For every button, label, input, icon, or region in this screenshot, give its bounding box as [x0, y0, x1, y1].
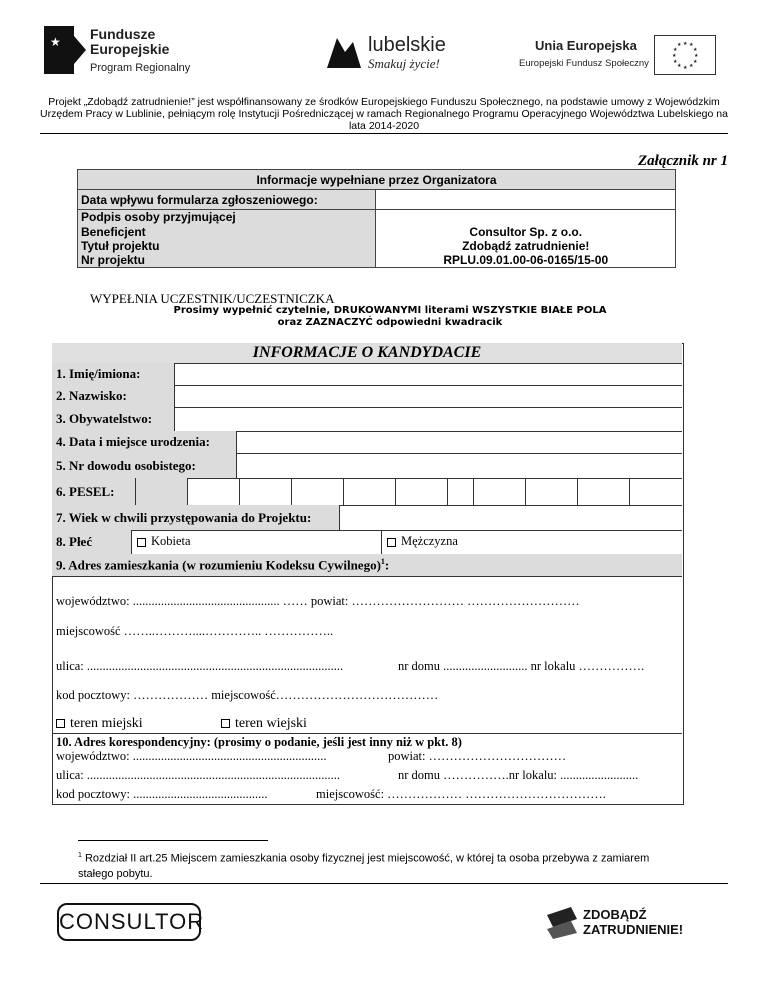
svg-text:★: ★ — [673, 59, 678, 65]
corr-county-line[interactable]: powiat: …………………………… — [388, 749, 567, 763]
eu-flag-icon — [654, 35, 716, 75]
footnote-separator — [78, 840, 268, 841]
urban-label: teren miejski — [70, 716, 143, 731]
male-label: Mężczyzna — [401, 534, 458, 548]
organizer-value-date[interactable] — [376, 190, 676, 210]
corr-locality-line[interactable]: miejscowość: ……………… ……………………………. — [316, 787, 606, 801]
fe-logo-title: Fundusze Europejskie — [90, 26, 170, 57]
label-gender: 8. Płeć — [52, 530, 132, 554]
residence-house-line[interactable]: nr domu ........................... nr lokalu ……………. — [398, 659, 645, 673]
input-citizenship[interactable] — [175, 407, 682, 431]
pesel-digit[interactable] — [448, 478, 474, 505]
svg-text:★: ★ — [694, 53, 699, 59]
zdobadz-logo-icon — [545, 905, 579, 939]
svg-text:★: ★ — [50, 35, 61, 49]
corr-voivodeship-line[interactable]: województwo: .............................................................. — [56, 749, 327, 763]
organizer-value-project-title: Zdobądź zatrudnienie! — [376, 239, 676, 253]
svg-text:★: ★ — [672, 53, 677, 59]
organizer-value-beneficiary: Consultor Sp. z o.o. — [376, 225, 676, 239]
svg-text:★: ★ — [677, 63, 682, 69]
row-last-name — [52, 385, 682, 408]
zdobadz-logo-text: ZDOBĄDŹ ZATRUDNIENIE! — [583, 907, 684, 937]
footer-divider — [40, 883, 728, 884]
svg-text:★: ★ — [683, 41, 688, 47]
pesel-digit[interactable] — [578, 478, 630, 505]
label-age: 7. Wiek w chwili przystępowania do Projektu: — [52, 505, 340, 530]
organizer-value-signature[interactable] — [376, 210, 676, 225]
urban-checkbox[interactable] — [56, 719, 65, 728]
pesel-digit[interactable] — [526, 478, 578, 505]
residence-locality-line[interactable]: miejscowość ……..………....………….. …………….. — [56, 624, 334, 638]
participant-note: WYPEŁNIA UCZESTNIK/UCZESTNICZKA — [90, 291, 335, 306]
footnote: $^1$ Rozdział II art.25 Miejscem zamieszkania osoby fizycznej jest miejscowość, w której ta osoba przebywa z zamiarem stałego pobytu. — [78, 852, 650, 880]
eu-logo-title: Unia Europejska — [535, 38, 637, 53]
residence-street-line[interactable]: ulica: .................................................................................. — [56, 659, 344, 673]
pesel-digit[interactable] — [292, 478, 344, 505]
svg-text:★: ★ — [689, 63, 694, 69]
instructions: Prosimy wypełnić czytelnie, DRUKOWANYMI literami WSZYSTKIE BIAŁE POLA oraz ZAZNACZYĆ odpowiedni kwadracik — [173, 305, 607, 328]
consultor-logo: CONSULTOR — [57, 903, 201, 941]
label-pesel: 6. PESEL: — [52, 478, 136, 505]
fe-logo-subtitle: Program Regionalny — [90, 62, 191, 74]
header-divider — [40, 133, 728, 134]
row-birth — [52, 431, 682, 454]
residence-voivodeship-line[interactable]: województwo: ............................................... …… powiat: ……………………… ……………………… — [56, 594, 580, 608]
row-residence-header — [52, 554, 682, 577]
row-gender — [52, 530, 682, 555]
row-first-name — [52, 363, 682, 386]
row-id-number — [52, 453, 682, 479]
pesel-digit[interactable] — [396, 478, 448, 505]
fundusze-europejskie-logo-icon — [44, 26, 86, 74]
label-first-name: 1. Imię/imiona: — [52, 363, 175, 385]
corr-street-line[interactable]: ulica: ................................................................................. — [56, 768, 341, 782]
pesel-digit[interactable] — [344, 478, 396, 505]
female-checkbox[interactable] — [137, 538, 146, 547]
svg-text:★: ★ — [693, 59, 698, 65]
organizer-label-date: Data wpływu formularza zgłoszeniowego: — [78, 190, 376, 210]
organizer-value-project-number: RPLU.09.01.00-06-0165/15-00 — [376, 253, 676, 268]
organizer-label-beneficiary: Beneficjent — [78, 225, 376, 239]
project-funding-note: Projekt „Zdobądź zatrudnienie!” jest współfinansowany ze środków Europejskiego Funduszu Społecznego, na podstawie umowy z Wojewódzkim Urzędem Pracy w Lublinie, pełniącym rolę Instytucji Pośredniczącej w ramach Regionalnego Programu Operacyjnego Województwa Lubelskiego na lata 2014-2020 — [40, 96, 728, 132]
label-citizenship: 3. Obywatelstwo: — [52, 407, 175, 431]
svg-text:★: ★ — [689, 42, 694, 48]
pesel-digit[interactable] — [240, 478, 292, 505]
organizer-label-project-number: Nr projektu — [78, 253, 376, 268]
label-birth: 4. Data i miejsce urodzenia: — [52, 431, 237, 453]
svg-text:★: ★ — [683, 65, 688, 71]
male-checkbox[interactable] — [387, 538, 396, 547]
candidate-form-title: INFORMACJE O KANDYDACIE — [52, 343, 682, 364]
pesel-digit[interactable] — [188, 478, 240, 505]
label-last-name: 2. Nazwisko: — [52, 385, 175, 407]
organizer-table — [77, 169, 676, 268]
row-age — [52, 505, 682, 531]
organizer-table-title: Informacje wypełniane przez Organizatora — [78, 170, 676, 190]
pesel-digit[interactable] — [474, 478, 526, 505]
lubelskie-logo-icon — [323, 32, 363, 70]
pesel-gap — [136, 478, 188, 505]
input-last-name[interactable] — [175, 385, 682, 407]
input-birth[interactable] — [237, 431, 682, 453]
rural-option[interactable] — [221, 716, 307, 732]
corr-postcode-line[interactable]: kod pocztowy: ........................................... — [56, 787, 268, 801]
input-id-number[interactable] — [237, 453, 682, 478]
eu-logo-subtitle: Europejski Fundusz Społeczny — [519, 58, 649, 69]
lubelskie-logo-title: lubelskie — [368, 34, 446, 56]
svg-text:★: ★ — [693, 47, 698, 53]
label-id-number: 5. Nr dowodu osobistego: — [52, 453, 237, 478]
gender-male-option[interactable] — [382, 530, 682, 554]
label-residence: 9. Adres zamieszkania (w rozumieniu Kodeksu Cywilnego)$^1$: — [56, 557, 390, 573]
organizer-label-project-title: Tytuł projektu — [78, 239, 376, 253]
lubelskie-logo-slogan: Smakuj życie! — [368, 56, 440, 71]
input-first-name[interactable] — [175, 363, 682, 385]
urban-option[interactable] — [56, 716, 143, 732]
input-age[interactable] — [340, 505, 682, 530]
organizer-label-signature: Podpis osoby przyjmującej — [78, 210, 376, 225]
female-label: Kobieta — [151, 534, 191, 548]
row-10-divider — [52, 733, 682, 734]
label-correspondence: 10. Adres korespondencyjny: (prosimy o podanie, jeśli jest inny niż w pkt. 8) — [56, 735, 462, 749]
rural-label: teren wiejski — [235, 716, 307, 731]
svg-text:★: ★ — [677, 42, 682, 48]
residence-postcode-line[interactable]: kod pocztowy: ……………… miejscowość………………………………… — [56, 688, 439, 702]
corr-house-line[interactable]: nr domu …………….nr lokalu: ......................... — [398, 768, 639, 782]
rural-checkbox[interactable] — [221, 719, 230, 728]
row-pesel — [52, 478, 682, 506]
row-citizenship — [52, 407, 682, 432]
pesel-digit[interactable] — [630, 478, 682, 505]
gender-female-option[interactable] — [132, 530, 382, 554]
svg-text:★: ★ — [673, 47, 678, 53]
attachment-label: Załącznik nr 1 — [637, 153, 728, 169]
